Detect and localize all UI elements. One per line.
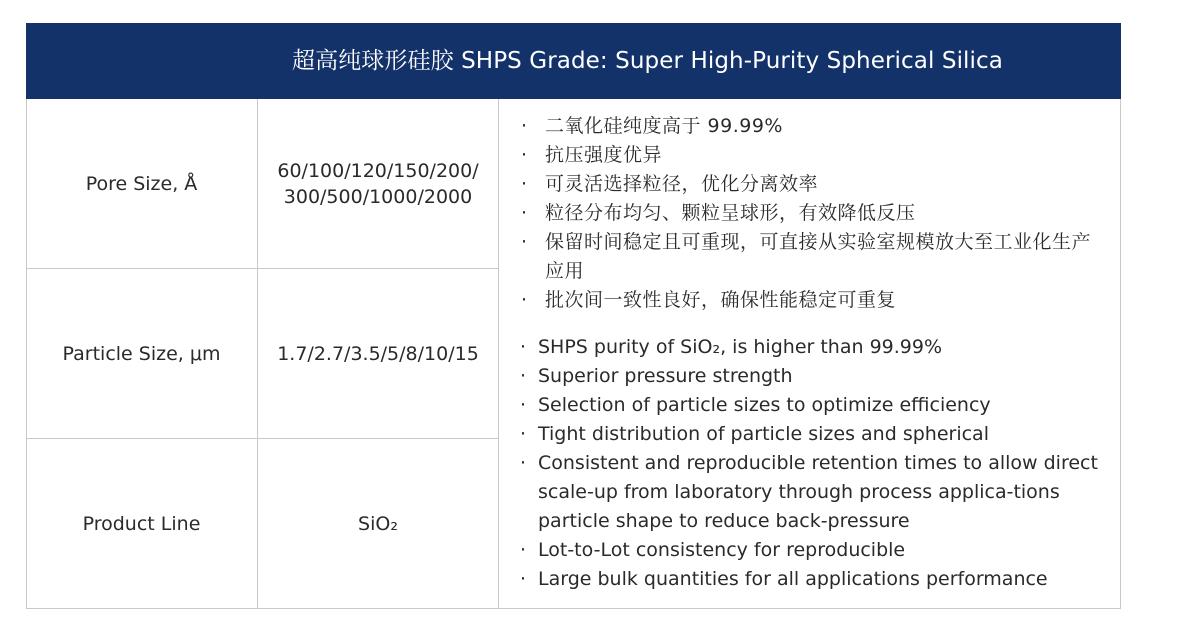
list-item: · Tight distribution of particle sizes and spherical [518,420,1108,449]
list-item: · Superior pressure strength [518,362,1108,391]
pore-size-label: Pore Size, Å [26,99,258,269]
list-spacer [518,315,1108,333]
features-zh-list [518,112,1108,315]
table-title: 超高纯球形硅胶 SHPS Grade: Super High-Purity Spherical Silica [292,48,1003,74]
list-item: · 可灵活选择粒径，优化分离效率 [518,170,1108,199]
list-item: · Lot-to-Lot consistency for reproducible [518,536,1108,565]
pore-size-value-text: 60/100/120/150/200/ 300/500/1000/2000 [277,160,479,208]
list-item: · 保留时间稳定且可重现，可直接从实验室规模放大至工业化生产应用 [518,228,1108,286]
features-column [518,112,1108,594]
product-line-label: Product Line [26,439,258,609]
list-item: · SHPS purity of SiO₂, is higher than 99.99% [518,333,1108,362]
features-en-list [518,333,1108,594]
list-item: · Large bulk quantities for all applications performance [518,565,1108,594]
list-item: · 粒径分布均匀、颗粒呈球形，有效降低反压 [518,199,1108,228]
list-item: · 批次间一致性良好，确保性能稳定可重复 [518,286,1108,315]
table-header [26,23,1121,99]
list-item: · 二氧化硅纯度高于 99.99% [518,112,1108,141]
particle-size-value: 1.7/2.7/3.5/5/8/10/15 [258,269,499,439]
product-line-value: SiO₂ [258,439,499,609]
list-item: · 抗压强度优异 [518,141,1108,170]
list-item: · Selection of particle sizes to optimize efficiency [518,391,1108,420]
particle-size-label: Particle Size, μm [26,269,258,439]
list-item: · Consistent and reproducible retention times to allow direct scale-up from laboratory through process applica-tions particle shape to reduce back-pressure [518,449,1108,536]
pore-size-value [258,99,499,269]
